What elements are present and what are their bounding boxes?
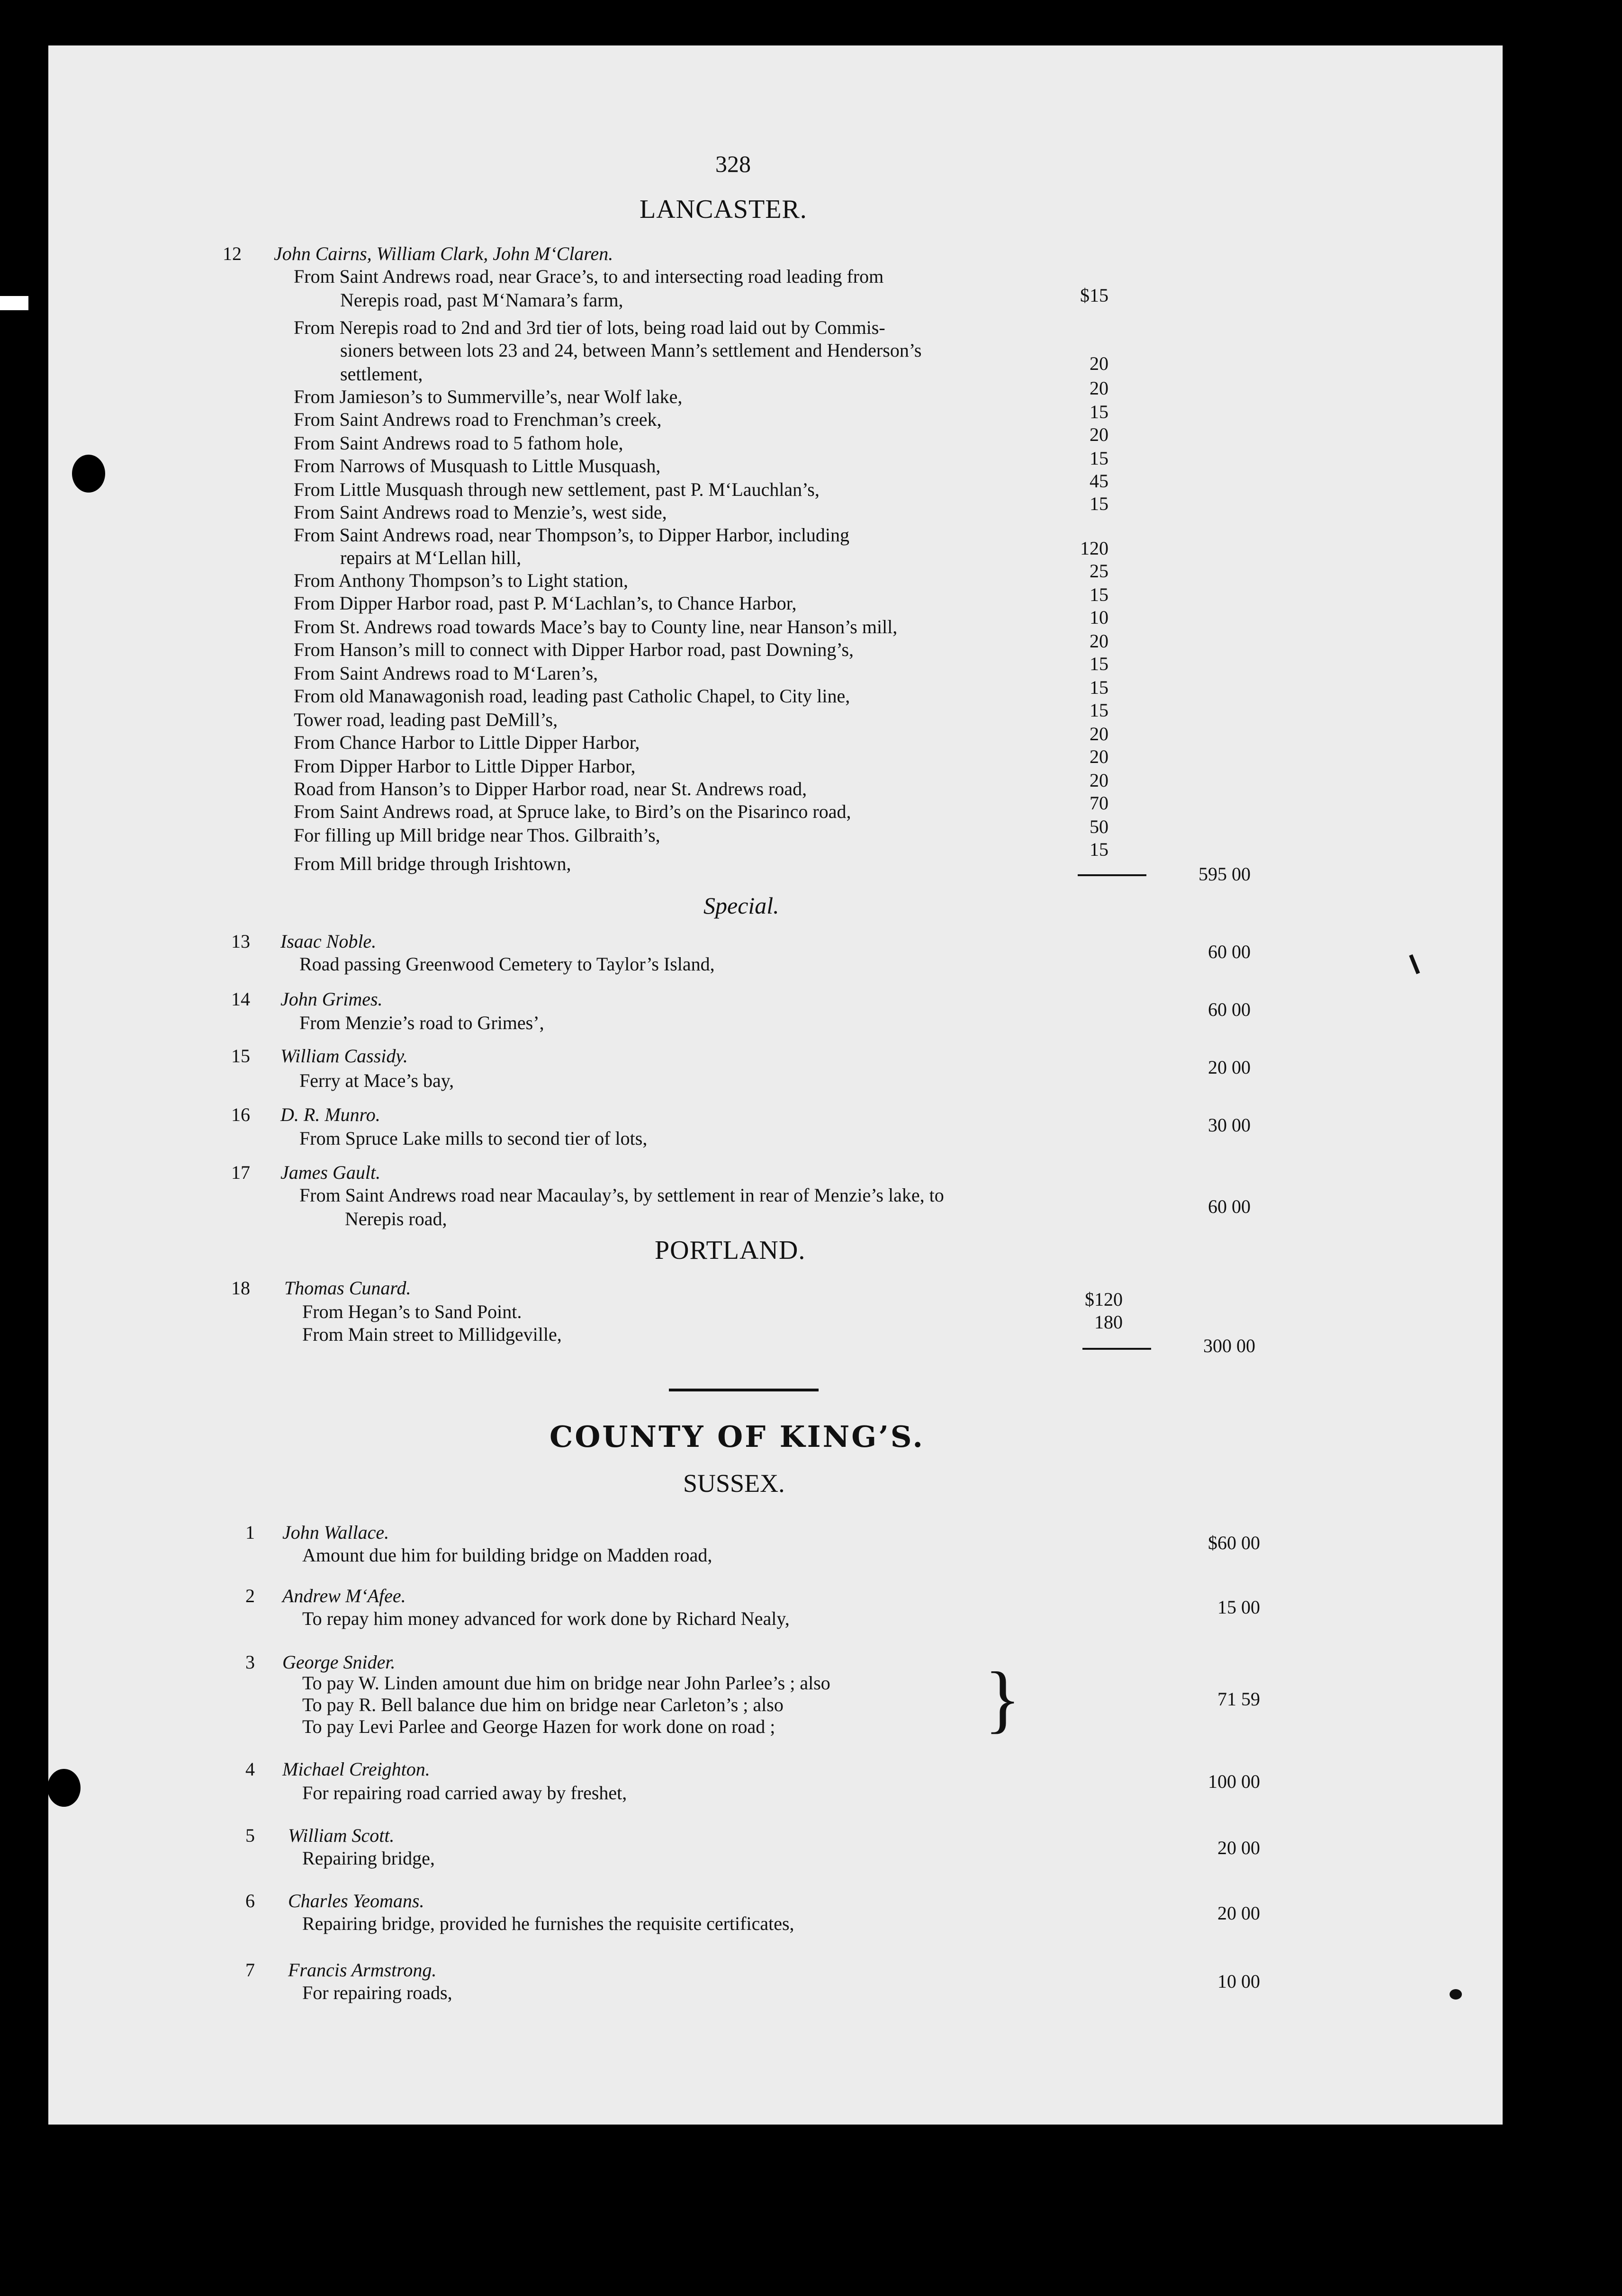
- road-item: From Mill bridge through Irishtown,: [294, 853, 571, 874]
- entry-total: 60 00: [1208, 999, 1251, 1020]
- entry-number: 13: [231, 931, 250, 952]
- item-amount: 15: [1090, 839, 1108, 860]
- entry-number: 16: [231, 1104, 250, 1125]
- road-item: From Little Musquash through new settlement, past P. M‘Lauchlan’s,: [294, 479, 820, 500]
- item-amount: 70: [1090, 792, 1108, 814]
- item-amount: 25: [1090, 560, 1108, 582]
- entry-description: For repairing road carried away by freshet,: [302, 1782, 627, 1803]
- item-amount: 15: [1090, 584, 1108, 605]
- road-item: From Saint Andrews road to 5 fathom hole,: [294, 432, 623, 454]
- entry-number: 5: [245, 1825, 255, 1846]
- entry-payee: Francis Armstrong.: [288, 1959, 437, 1981]
- entry-description: To pay W. Linden amount due him on bridge near John Parlee’s ; also: [302, 1672, 830, 1694]
- entry-total: 30 00: [1208, 1114, 1251, 1136]
- entry-number: 18: [231, 1277, 250, 1299]
- entry-total: 71 59: [1217, 1688, 1260, 1710]
- item-amount: $120: [1085, 1289, 1123, 1310]
- road-item: From Hanson’s mill to connect with Dipper Harbor road, past Downing’s,: [294, 639, 854, 660]
- entry-total: 300 00: [1203, 1335, 1255, 1356]
- item-amount: 20: [1090, 630, 1108, 652]
- page-number: 328: [715, 151, 751, 177]
- entry-total: 15 00: [1217, 1596, 1260, 1618]
- entry-description: Repairing bridge, provided he furnishes the requisite certificates,: [302, 1913, 794, 1934]
- entry-description: From Saint Andrews road near Macaulay’s, by settlement in rear of Menzie’s lake, to: [299, 1184, 944, 1206]
- road-item: From Saint Andrews road, near Grace’s, to and intersecting road leading from: [294, 266, 884, 287]
- entry-total: 60 00: [1208, 1196, 1251, 1217]
- entry-payee: Charles Yeomans.: [288, 1890, 424, 1911]
- entry-number: 4: [245, 1758, 255, 1780]
- entry-payee: John Cairns, William Clark, John M‘Claren.: [274, 243, 613, 264]
- entry-number: 17: [231, 1162, 250, 1183]
- entry-total: $60 00: [1208, 1532, 1260, 1553]
- road-item: Road from Hanson’s to Dipper Harbor road, near St. Andrews road,: [294, 778, 807, 799]
- entry-number: 6: [245, 1890, 255, 1911]
- section-divider: [669, 1389, 819, 1391]
- entry-description: Ferry at Mace’s bay,: [299, 1070, 454, 1091]
- item-amount: 15: [1090, 448, 1108, 469]
- binding-hole: [72, 455, 105, 493]
- entry-total: 20 00: [1217, 1902, 1260, 1924]
- item-amount: 15: [1090, 677, 1108, 698]
- road-item: From Main street to Millidgeville,: [302, 1324, 562, 1345]
- item-amount: 20: [1090, 746, 1108, 767]
- entry-number: 3: [245, 1651, 255, 1673]
- item-amount: 50: [1090, 816, 1108, 837]
- entry-total: 10 00: [1217, 1971, 1260, 1992]
- road-item: Tower road, leading past DeMill’s,: [294, 709, 558, 730]
- special-heading: Special.: [703, 892, 779, 919]
- road-item: From old Manawagonish road, leading past Catholic Chapel, to City line,: [294, 685, 850, 707]
- entry-description-continued: Nerepis road,: [345, 1208, 447, 1229]
- road-item: For filling up Mill bridge near Thos. Gilbraith’s,: [294, 825, 660, 846]
- road-item: From Dipper Harbor to Little Dipper Harbor,: [294, 755, 636, 777]
- entry-payee: Michael Creighton.: [282, 1758, 430, 1780]
- road-item: From Nerepis road to 2nd and 3rd tier of lots, being road laid out by Commis-: [294, 317, 885, 338]
- road-item: From Jamieson’s to Summerville’s, near Wolf lake,: [294, 386, 683, 407]
- road-item-continued: repairs at M‘Lellan hill,: [340, 547, 522, 568]
- road-item: From Saint Andrews road to Menzie’s, west side,: [294, 502, 667, 523]
- item-amount: 20: [1090, 377, 1108, 399]
- entry-number: 1: [245, 1522, 255, 1543]
- entry-description: To repay him money advanced for work done by Richard Nealy,: [302, 1608, 790, 1629]
- road-item: From Saint Andrews road to Frenchman’s creek,: [294, 409, 662, 430]
- county-heading: COUNTY OF KING’S.: [550, 1419, 925, 1454]
- item-amount: 20: [1090, 424, 1108, 445]
- entry-total: 60 00: [1208, 941, 1251, 962]
- entry-description: For repairing roads,: [302, 1982, 452, 2003]
- entry-total: 595 00: [1198, 863, 1251, 885]
- entry-payee: Andrew M‘Afee.: [282, 1585, 406, 1606]
- entry-payee: John Wallace.: [282, 1522, 389, 1543]
- section-heading-portland: PORTLAND.: [655, 1236, 806, 1265]
- entry-description: To pay R. Bell balance due him on bridge near Carleton’s ; also: [302, 1694, 784, 1715]
- entry-payee: George Snider.: [282, 1651, 396, 1673]
- entry-number: 7: [245, 1959, 255, 1981]
- road-item: From Chance Harbor to Little Dipper Harbor,: [294, 732, 640, 753]
- item-amount: 45: [1090, 470, 1108, 492]
- item-amount: 15: [1090, 700, 1108, 721]
- entry-number: 2: [245, 1585, 255, 1606]
- binding-hole: [47, 1769, 81, 1807]
- road-item: From Anthony Thompson’s to Light station,: [294, 570, 628, 591]
- item-amount: 20: [1090, 723, 1108, 744]
- subtotal-rule: [1078, 874, 1146, 876]
- road-item: From Hegan’s to Sand Point.: [302, 1301, 522, 1322]
- entry-payee: James Gault.: [280, 1162, 381, 1183]
- entry-description: From Spruce Lake mills to second tier of lots,: [299, 1128, 648, 1149]
- road-item: From Narrows of Musquash to Little Musquash,: [294, 455, 661, 476]
- item-amount: 180: [1094, 1311, 1123, 1333]
- entry-description: Road passing Greenwood Cemetery to Taylor’s Island,: [299, 953, 715, 975]
- section-heading-lancaster: LANCASTER.: [640, 195, 807, 224]
- entry-payee: John Grimes.: [280, 988, 383, 1010]
- item-amount: 20: [1090, 353, 1108, 374]
- subtotal-rule: [1082, 1348, 1151, 1350]
- ink-speck: [1450, 1989, 1462, 2000]
- road-item: From Dipper Harbor road, past P. M‘Lachlan’s, to Chance Harbor,: [294, 592, 797, 614]
- entry-total: 100 00: [1208, 1771, 1260, 1792]
- item-amount: 120: [1080, 538, 1108, 559]
- entry-description: To pay Levi Parlee and George Hazen for work done on road ;: [302, 1716, 775, 1737]
- entry-payee: William Cassidy.: [280, 1045, 408, 1067]
- page-edge-mark: [0, 296, 28, 310]
- entry-description: Repairing bridge,: [302, 1848, 435, 1869]
- item-amount: 15: [1090, 653, 1108, 674]
- road-item-continued: sioners between lots 23 and 24, between Mann’s settlement and Henderson’s: [340, 340, 922, 361]
- entry-total: 20 00: [1217, 1837, 1260, 1858]
- road-item: From Saint Andrews road, near Thompson’s, to Dipper Harbor, including: [294, 524, 850, 546]
- road-item-continued: Nerepis road, past M‘Namara’s farm,: [340, 289, 623, 311]
- entry-number: 15: [231, 1045, 250, 1067]
- entry-description: Amount due him for building bridge on Madden road,: [302, 1544, 712, 1566]
- entry-payee: D. R. Munro.: [280, 1104, 380, 1125]
- item-amount: $15: [1080, 285, 1108, 306]
- entry-payee: Isaac Noble.: [280, 931, 377, 952]
- parish-heading-sussex: SUSSEX.: [683, 1469, 785, 1498]
- road-item: From St. Andrews road towards Mace’s bay to County line, near Hanson’s mill,: [294, 616, 898, 637]
- road-item-continued: settlement,: [340, 363, 423, 385]
- entry-total: 20 00: [1208, 1057, 1251, 1078]
- entry-payee: Thomas Cunard.: [284, 1277, 411, 1299]
- entry-description: From Menzie’s road to Grimes’,: [299, 1012, 544, 1033]
- entry-number: 12: [223, 243, 242, 264]
- grouping-brace: }: [984, 1656, 1021, 1740]
- road-item: From Saint Andrews road, at Spruce lake, to Bird’s on the Pisarinco road,: [294, 801, 851, 822]
- item-amount: 10: [1090, 607, 1108, 628]
- item-amount: 20: [1090, 770, 1108, 791]
- road-item: From Saint Andrews road to M‘Laren’s,: [294, 663, 598, 684]
- entry-payee: William Scott.: [288, 1825, 395, 1846]
- item-amount: 15: [1090, 493, 1108, 514]
- item-amount: 15: [1090, 401, 1108, 422]
- entry-number: 14: [231, 988, 250, 1010]
